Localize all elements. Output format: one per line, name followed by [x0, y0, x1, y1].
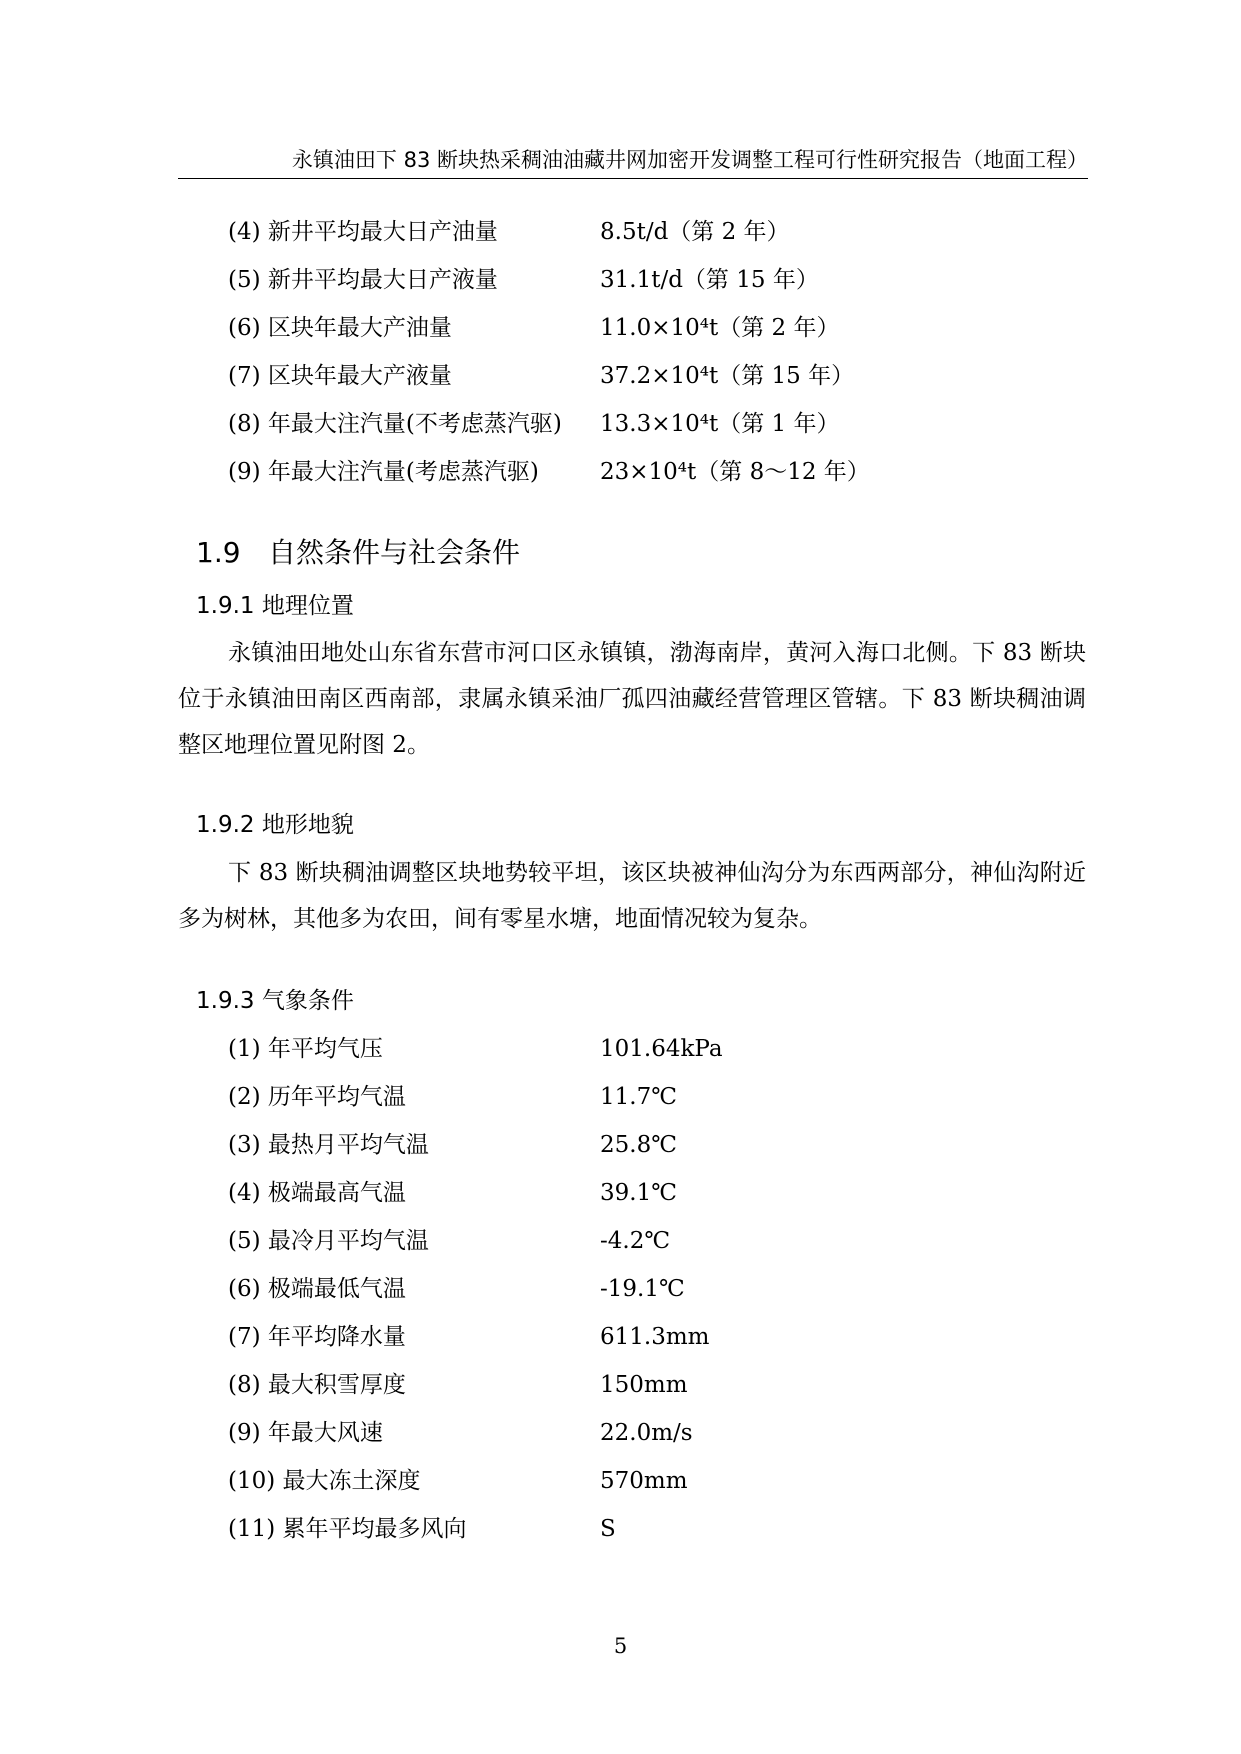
- item-value: 22.0m/s: [600, 1420, 693, 1446]
- item-value: 150mm: [600, 1372, 688, 1398]
- item-value: 11.7℃: [600, 1084, 677, 1110]
- item-label: (6) 区块年最大产油量: [228, 315, 452, 341]
- production-item: [0, 263, 1241, 297]
- item-label: (5) 最冷月平均气温: [228, 1228, 429, 1254]
- item-label: (9) 年最大风速: [228, 1420, 383, 1446]
- weather-item: [0, 1176, 1241, 1210]
- item-value: S: [600, 1516, 616, 1542]
- item-value: 13.3×10⁴t（第 1 年）: [600, 411, 840, 437]
- subsection-heading-terrain: 1.9.2 地形地貌: [196, 812, 354, 838]
- production-item: [0, 455, 1241, 489]
- item-label: (9) 年最大注汽量(考虑蒸汽驱): [228, 459, 539, 485]
- item-label: (7) 年平均降水量: [228, 1324, 406, 1350]
- item-value: 39.1℃: [600, 1180, 677, 1206]
- paragraph-terrain: 下 83 断块稠油调整区块地势较平坦，该区块被神仙沟分为东西两部分，神仙沟附近多为树林，其他多为农田，间有零星水塘，地面情况较为复杂。: [178, 860, 1086, 932]
- weather-item: [0, 1224, 1241, 1258]
- production-item: [0, 215, 1241, 249]
- weather-item: [0, 1080, 1241, 1114]
- weather-item: [0, 1032, 1241, 1066]
- item-value: 570mm: [600, 1468, 688, 1494]
- weather-item: [0, 1368, 1241, 1402]
- item-label: (1) 年平均气压: [228, 1036, 383, 1062]
- item-label: (6) 极端最低气温: [228, 1276, 406, 1302]
- item-label: (3) 最热月平均气温: [228, 1132, 429, 1158]
- item-label: (4) 新井平均最大日产油量: [228, 219, 498, 245]
- production-item: [0, 311, 1241, 345]
- section-heading: [196, 533, 520, 573]
- item-value: -4.2℃: [600, 1228, 671, 1254]
- weather-item: [0, 1272, 1241, 1306]
- weather-item: [0, 1320, 1241, 1354]
- item-label: (8) 最大积雪厚度: [228, 1372, 406, 1398]
- section-title: 自然条件与社会条件: [268, 536, 521, 569]
- item-label: (7) 区块年最大产液量: [228, 363, 452, 389]
- weather-item: [0, 1512, 1241, 1546]
- item-label: (10) 最大冻土深度: [228, 1468, 421, 1494]
- item-label: (11) 累年平均最多风向: [228, 1516, 467, 1542]
- item-label: (8) 年最大注汽量(不考虑蒸汽驱): [228, 411, 562, 437]
- production-item: [0, 407, 1241, 441]
- paragraph-location: 永镇油田地处山东省东营市河口区永镇镇，渤海南岸，黄河入海口北侧。下 83 断块位于永镇油田南区西南部，隶属永镇采油厂孤四油藏经营管理区管辖。下 83 断块稠油调整区地理位置见附图 2。: [178, 640, 1086, 758]
- item-value: 101.64kPa: [600, 1036, 723, 1062]
- subsection-heading-location: 1.9.1 地理位置: [196, 593, 354, 619]
- item-value: 31.1t/d（第 15 年）: [600, 267, 819, 293]
- production-item: [0, 359, 1241, 393]
- item-value: -19.1℃: [600, 1276, 685, 1302]
- item-value: 37.2×10⁴t（第 15 年）: [600, 363, 855, 389]
- item-value: 25.8℃: [600, 1132, 677, 1158]
- weather-item: [0, 1464, 1241, 1498]
- running-header: 永镇油田下 83 断块热采稠油油藏井网加密开发调整工程可行性研究报告（地面工程）: [178, 146, 1088, 179]
- item-value: 8.5t/d（第 2 年）: [600, 219, 790, 245]
- item-label: (5) 新井平均最大日产液量: [228, 267, 498, 293]
- weather-item: [0, 1416, 1241, 1450]
- item-value: 11.0×10⁴t（第 2 年）: [600, 315, 840, 341]
- item-label: (2) 历年平均气温: [228, 1084, 406, 1110]
- section-number: 1.9: [196, 536, 241, 569]
- weather-item: [0, 1128, 1241, 1162]
- subsection-heading-climate: 1.9.3 气象条件: [196, 988, 354, 1014]
- item-label: (4) 极端最高气温: [228, 1180, 406, 1206]
- page-number: 5: [613, 1634, 628, 1658]
- item-value: 611.3mm: [600, 1324, 710, 1350]
- item-value: 23×10⁴t（第 8～12 年）: [600, 459, 870, 485]
